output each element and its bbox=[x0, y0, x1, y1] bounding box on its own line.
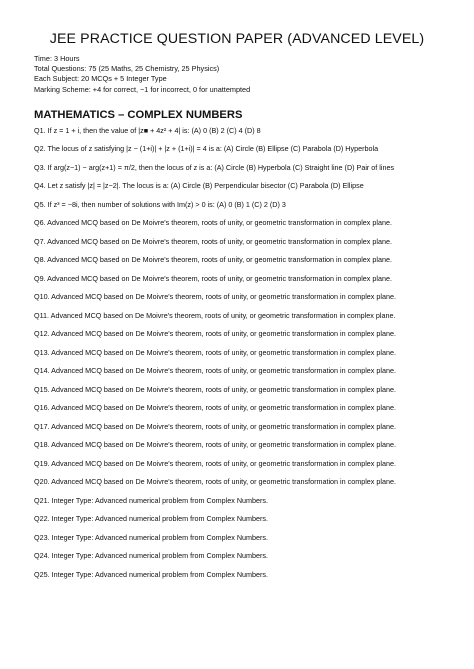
question-item: Q22. Integer Type: Advanced numerical problem from Complex Numbers. bbox=[34, 514, 268, 524]
question-item: Q12. Advanced MCQ based on De Moivre's theorem, roots of unity, or geometric transformation in complex plane. bbox=[34, 329, 396, 339]
question-item: Q4. Let z satisfy |z| = |z−2|. The locus is a: (A) Circle (B) Perpendicular bisector (C) Parabola (D) Ellipse bbox=[34, 181, 364, 191]
question-item: Q15. Advanced MCQ based on De Moivre's theorem, roots of unity, or geometric transformation in complex plane. bbox=[34, 384, 396, 394]
question-item: Q18. Advanced MCQ based on De Moivre's theorem, roots of unity, or geometric transformation in complex plane. bbox=[34, 440, 396, 450]
question-item: Q19. Advanced MCQ based on De Moivre's theorem, roots of unity, or geometric transformation in complex plane. bbox=[34, 458, 396, 468]
question-item: Q1. If z = 1 + i, then the value of |z■ + 4z² + 4| is: (A) 0 (B) 2 (C) 4 (D) 8 bbox=[34, 125, 261, 135]
question-item: Q6. Advanced MCQ based on De Moivre's theorem, roots of unity, or geometric transformation in complex plane. bbox=[34, 218, 392, 228]
question-item: Q9. Advanced MCQ based on De Moivre's theorem, roots of unity, or geometric transformation in complex plane. bbox=[34, 273, 392, 283]
question-item: Q13. Advanced MCQ based on De Moivre's theorem, roots of unity, or geometric transformation in complex plane. bbox=[34, 347, 396, 357]
exam-marking-scheme: Marking Scheme: +4 for correct, −1 for incorrect, 0 for unattempted bbox=[34, 84, 251, 94]
exam-subject-breakdown: Each Subject: 20 MCQs + 5 Integer Type bbox=[34, 74, 167, 84]
question-item: Q17. Advanced MCQ based on De Moivre's theorem, roots of unity, or geometric transformation in complex plane. bbox=[34, 421, 396, 431]
question-item: Q24. Integer Type: Advanced numerical problem from Complex Numbers. bbox=[34, 551, 268, 561]
question-item: Q21. Integer Type: Advanced numerical problem from Complex Numbers. bbox=[34, 495, 268, 505]
question-item: Q16. Advanced MCQ based on De Moivre's theorem, roots of unity, or geometric transformation in complex plane. bbox=[34, 403, 396, 413]
section-title: MATHEMATICS – COMPLEX NUMBERS bbox=[34, 108, 243, 121]
question-item: Q10. Advanced MCQ based on De Moivre's theorem, roots of unity, or geometric transformation in complex plane. bbox=[34, 292, 396, 302]
exam-total-questions: Total Questions: 75 (25 Maths, 25 Chemistry, 25 Physics) bbox=[34, 64, 220, 74]
question-item: Q3. If arg(z−1) − arg(z+1) = π/2, then the locus of z is a: (A) Circle (B) Hyperbola (C) Straight line (D) Pair of lines bbox=[34, 162, 395, 172]
question-item: Q25. Integer Type: Advanced numerical problem from Complex Numbers. bbox=[34, 569, 268, 579]
exam-time: Time: 3 Hours bbox=[34, 54, 80, 63]
question-item: Q14. Advanced MCQ based on De Moivre's theorem, roots of unity, or geometric transformation in complex plane. bbox=[34, 366, 396, 376]
question-list bbox=[34, 126, 440, 579]
question-item: Q2. The locus of z satisfying |z − (1+i)| + |z + (1+i)| = 4 is a: (A) Circle (B) Ellipse (C) Parabola (D) Hyperbola bbox=[34, 144, 379, 154]
question-item: Q20. Advanced MCQ based on De Moivre's theorem, roots of unity, or geometric transformation in complex plane. bbox=[34, 477, 396, 487]
question-item: Q7. Advanced MCQ based on De Moivre's theorem, roots of unity, or geometric transformation in complex plane. bbox=[34, 236, 392, 246]
question-item: Q5. If z³ = −8i, then number of solutions with Im(z) > 0 is: (A) 0 (B) 1 (C) 2 (D) 3 bbox=[34, 199, 286, 209]
question-item: Q23. Integer Type: Advanced numerical problem from Complex Numbers. bbox=[34, 532, 268, 542]
question-item: Q8. Advanced MCQ based on De Moivre's theorem, roots of unity, or geometric transformation in complex plane. bbox=[34, 255, 392, 265]
exam-details bbox=[34, 54, 440, 95]
question-item: Q11. Advanced MCQ based on De Moivre's theorem, roots of unity, or geometric transformation in complex plane. bbox=[34, 310, 396, 320]
document-title: JEE PRACTICE QUESTION PAPER (ADVANCED LEVEL) bbox=[49, 31, 425, 47]
